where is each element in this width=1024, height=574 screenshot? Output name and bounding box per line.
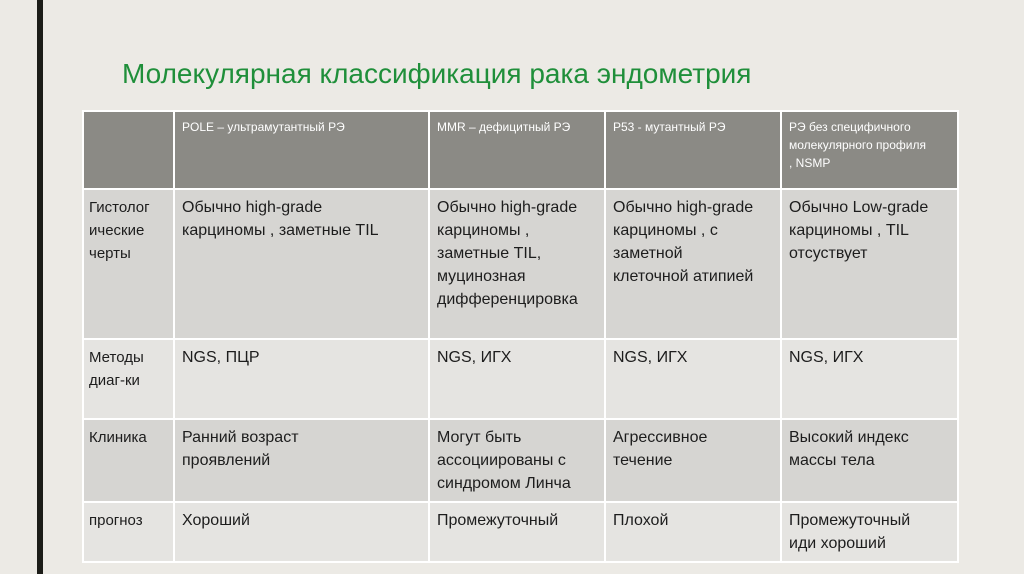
row-label-methods: Методы диаг-ки: [83, 339, 174, 419]
slide-title: Молекулярная классификация рака эндометрия: [122, 58, 752, 89]
row-label-prognosis: прогноз: [83, 502, 174, 562]
table-cell: Обычно Low-grade карциномы , TIL отсуствует: [781, 189, 958, 339]
table-row: [83, 502, 958, 562]
table-row: [83, 419, 958, 502]
row-label-clinic: Клиника: [83, 419, 174, 502]
table-cell: Ранний возраст проявлений: [174, 419, 429, 502]
header-mmr: MMR – дефицитный РЭ: [429, 111, 605, 189]
header-nsmp: РЭ без специфичного молекулярного профиля , NSMP: [781, 111, 958, 189]
table-cell: Плохой: [605, 502, 781, 562]
classification-table: [82, 110, 959, 563]
table-cell: Обычно high-grade карциномы , заметные TIL: [174, 189, 429, 339]
table-cell: NGS, ИГХ: [605, 339, 781, 419]
table-cell: NGS, ИГХ: [781, 339, 958, 419]
table-cell: Промежуточный иди хороший: [781, 502, 958, 562]
table-header-row: [83, 111, 958, 189]
table-cell: Могут быть ассоциированы с синдромом Линча: [429, 419, 605, 502]
table-cell: Агрессивное течение: [605, 419, 781, 502]
left-accent-bar: [37, 0, 43, 574]
header-pole: POLE – ультрамутантный РЭ: [174, 111, 429, 189]
header-p53: P53 - мутантный РЭ: [605, 111, 781, 189]
table-cell: Обычно high-grade карциномы , с заметной клеточной атипией: [605, 189, 781, 339]
table-row: [83, 189, 958, 339]
row-label-histology: Гистолог ические черты: [83, 189, 174, 339]
table-cell: Высокий индекс массы тела: [781, 419, 958, 502]
table-cell: Хороший: [174, 502, 429, 562]
header-corner-cell: [83, 111, 174, 189]
table-cell: NGS, ПЦР: [174, 339, 429, 419]
table-row: [83, 339, 958, 419]
table-cell: Промежуточный: [429, 502, 605, 562]
table-cell: Обычно high-grade карциномы , заметные TIL, муцинозная дифференцировка: [429, 189, 605, 339]
table-cell: NGS, ИГХ: [429, 339, 605, 419]
